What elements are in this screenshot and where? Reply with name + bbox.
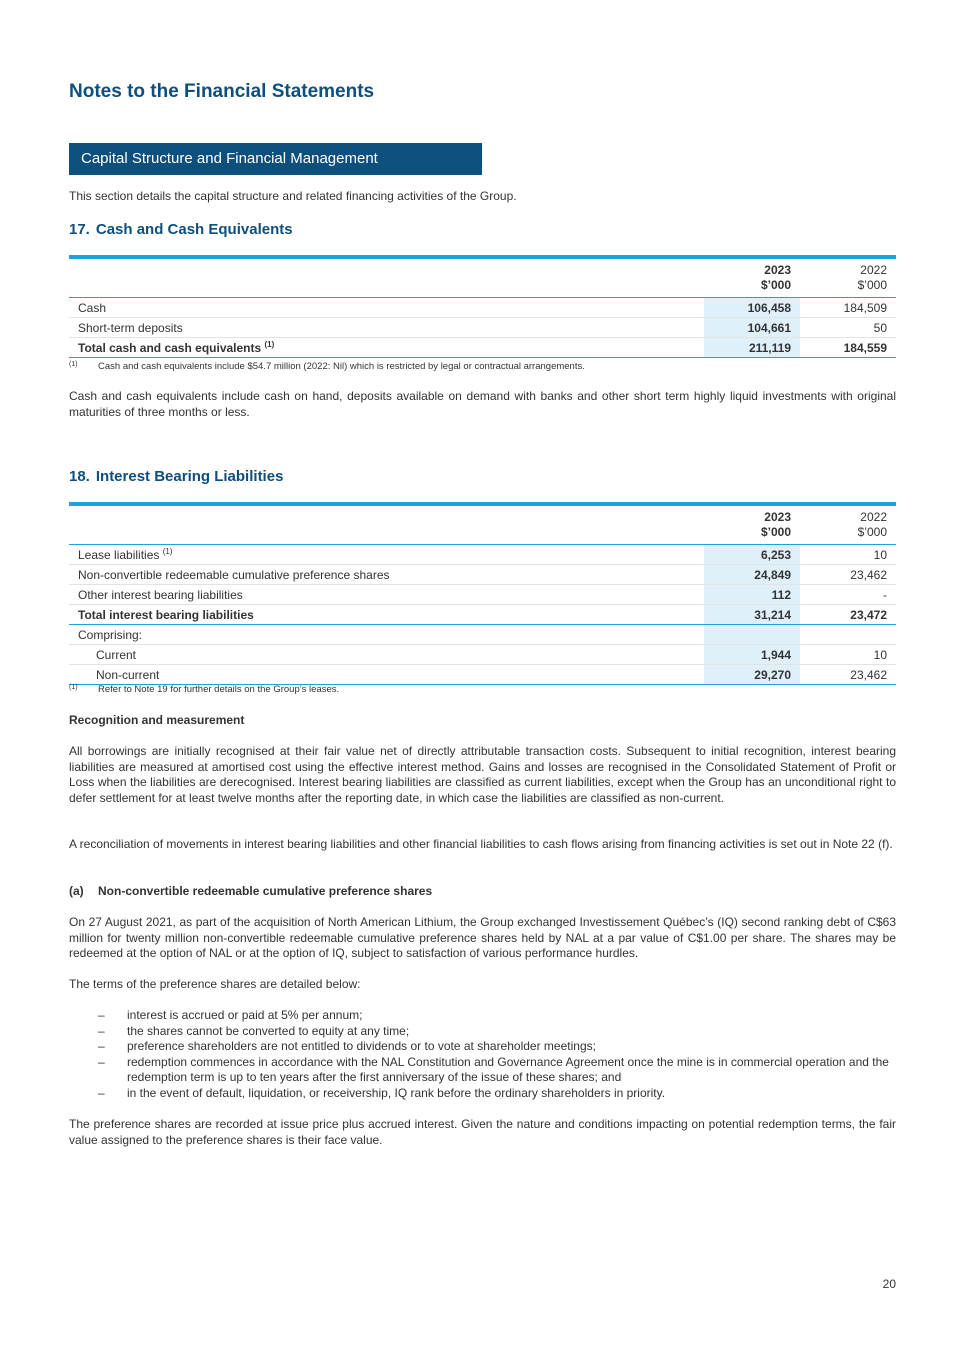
header-2022 xyxy=(800,257,896,298)
row-value-2022: - xyxy=(800,585,896,605)
table-row xyxy=(69,318,896,338)
dash-bullet: – xyxy=(98,1085,105,1100)
cash-equivalents-table xyxy=(69,255,896,358)
table-header-row xyxy=(69,504,896,545)
header-label-cell xyxy=(69,504,704,545)
row-label: Non-convertible redeemable cumulative preference shares xyxy=(69,565,704,585)
row-label-cell xyxy=(69,545,704,565)
total-value-2023: 31,214 xyxy=(704,605,800,625)
recognition-heading: Recognition and measurement xyxy=(69,713,245,727)
dash-bullet: – xyxy=(98,1039,105,1053)
header-2022-unit: $’000 xyxy=(857,525,887,539)
sub-a-heading xyxy=(69,884,432,898)
note-18-heading xyxy=(69,468,283,485)
total-value-2022: 23,472 xyxy=(800,605,896,625)
header-2023-unit: $’000 xyxy=(760,525,791,539)
footnote-ref: (1) xyxy=(264,340,275,349)
row-value-2023: 112 xyxy=(704,585,800,605)
closing-paragraph: The preference shares are recorded at issue price plus accrued interest. Given the nature and conditions impacting on potential redemption terms, the fair value assigned to the preference shares is their face value. xyxy=(69,1117,896,1147)
table-row xyxy=(69,665,896,685)
header-2022-year: 2022 xyxy=(860,263,887,277)
row-label: Cash xyxy=(69,298,704,318)
footnote-text: Cash and cash equivalents include $54.7 million (2022: Nil) which is restricted by legal or contractual arrangements. xyxy=(98,361,585,372)
list-item-text: in the event of default, liquidation, or receivership, IQ rank before the ordinary shareholders in priority. xyxy=(127,1085,666,1100)
table-row xyxy=(69,298,896,318)
list-item xyxy=(69,1039,896,1055)
row-value-2023: 104,661 xyxy=(704,318,800,338)
total-row xyxy=(69,338,896,358)
page-number: 20 xyxy=(882,1277,896,1291)
terms-intro: The terms of the preference shares are detailed below: xyxy=(69,977,361,991)
row-value-2023: 24,849 xyxy=(704,565,800,585)
table-row xyxy=(69,565,896,585)
footnote-mark: (1) xyxy=(69,684,78,691)
row-label: Other interest bearing liabilities xyxy=(69,585,704,605)
row-value-2023: 29,270 xyxy=(704,665,800,685)
note-18-title: Interest Bearing Liabilities xyxy=(95,468,284,485)
empty-2022-cell xyxy=(800,625,896,645)
row-value-2022: 10 xyxy=(800,645,896,665)
footnote-mark: (1) xyxy=(69,361,78,368)
header-2023-year: 2023 xyxy=(764,263,791,277)
note-18-footnote xyxy=(69,684,896,695)
list-item-text: interest is accrued or paid at 5% per annum; xyxy=(127,1008,363,1022)
note-17-heading xyxy=(69,221,293,238)
row-label: Short-term deposits xyxy=(69,318,704,338)
header-label-cell xyxy=(69,257,704,298)
comprising-label: Comprising: xyxy=(69,625,704,645)
dash-bullet: – xyxy=(98,1023,105,1038)
row-value-2022: 184,509 xyxy=(800,298,896,318)
table-row xyxy=(69,585,896,605)
sub-a-title: Non-convertible redeemable cumulative preference shares xyxy=(98,884,433,898)
header-2023-year: 2023 xyxy=(764,510,791,524)
header-2023 xyxy=(704,257,800,298)
row-value-2023: 6,253 xyxy=(704,545,800,565)
recognition-paragraph-2: A reconciliation of movements in interest bearing liabilities and other financial liabilities to cash flows arising from financing activities is set out in Note 22 (f). xyxy=(69,837,893,851)
row-value-2022: 50 xyxy=(800,318,896,338)
section-banner: Capital Structure and Financial Management xyxy=(69,143,482,175)
row-value-2022: 23,462 xyxy=(800,665,896,685)
note-17-title: Cash and Cash Equivalents xyxy=(95,221,293,238)
empty-2023-cell xyxy=(704,625,800,645)
row-label: Current xyxy=(69,645,704,665)
list-item-text: preference shareholders are not entitled to dividends or to vote at shareholder meetings; xyxy=(127,1039,596,1053)
list-item-text: the shares cannot be converted to equity at any time; xyxy=(127,1023,410,1038)
note-17-number: 17. xyxy=(69,221,90,238)
recognition-paragraph-1: All borrowings are initially recognised at their fair value net of directly attributable transaction costs. Subsequent to initial recognition, interest bearing liabilities are measured at amortised cost using the effective interest method. Gains and losses are recognised in the Consolidated Statement of Profit or Loss when the liabilities are derecognised. Interest bearing liabilities are classified as current liabilities, except when the Group has an unconditional right to defer settlement for at least twelve months after the reporting date, in which case the liabilities are classified as non-current. xyxy=(69,744,896,805)
total-value-2022: 184,559 xyxy=(800,338,896,358)
total-label: Total interest bearing liabilities xyxy=(69,605,704,625)
footnote-text: Refer to Note 19 for further details on the Group’s leases. xyxy=(98,684,340,695)
row-value-2023: 1,944 xyxy=(704,645,800,665)
list-item-text: redemption commences in accordance with the NAL Constitution and Governance Agreement once the mine is in commercial operation and the redemption term is up to ten years after the first anniversary of the issue of these shares; and xyxy=(127,1054,889,1084)
header-2023-unit: $’000 xyxy=(760,278,791,292)
header-2023 xyxy=(704,504,800,545)
header-2022 xyxy=(800,504,896,545)
row-value-2023: 106,458 xyxy=(704,298,800,318)
total-row xyxy=(69,605,896,625)
table-header-row xyxy=(69,257,896,298)
header-2022-year: 2022 xyxy=(860,510,887,524)
row-label: Non-current xyxy=(69,665,704,685)
dash-bullet: – xyxy=(98,1054,105,1069)
sub-a-label: (a) xyxy=(69,884,84,898)
note-17-paragraph: Cash and cash equivalents include cash on hand, deposits available on demand with banks and other short term highly liquid investments with original maturities of three months or less. xyxy=(69,389,896,419)
total-value-2023: 211,119 xyxy=(704,338,800,358)
footnote-ref: (1) xyxy=(162,547,173,556)
total-label: Total cash and cash equivalents xyxy=(78,341,262,355)
terms-list xyxy=(69,1008,896,1101)
interest-bearing-liabilities-table xyxy=(69,502,896,685)
comprising-row xyxy=(69,625,896,645)
note-17-footnote xyxy=(69,361,896,372)
row-label: Lease liabilities xyxy=(78,548,160,562)
header-2022-unit: $’000 xyxy=(857,278,887,292)
total-label-cell xyxy=(69,338,704,358)
list-item xyxy=(69,1024,896,1040)
page-title: Notes to the Financial Statements xyxy=(69,81,375,102)
row-value-2022: 23,462 xyxy=(800,565,896,585)
sub-a-paragraph: On 27 August 2021, as part of the acquisition of North American Lithium, the Group exchanged Investissement Québec’s (IQ) second ranking debt of C$63 million for twenty million non-convertible redeemable cumulative preference shares held by NAL at a par value of C$1.00 per share. The shares may be redeemed at the option of NAL or at the option of IQ, subject to satisfaction of various performance hurdles. xyxy=(69,915,896,960)
row-value-2022: 10 xyxy=(800,545,896,565)
table-row xyxy=(69,545,896,565)
table-row xyxy=(69,645,896,665)
dash-bullet: – xyxy=(98,1008,105,1022)
note-18-number: 18. xyxy=(69,468,90,485)
list-item xyxy=(69,1055,896,1086)
list-item xyxy=(69,1008,896,1024)
list-item xyxy=(69,1086,896,1102)
section-intro: This section details the capital structure and related financing activities of the Group. xyxy=(69,189,517,203)
